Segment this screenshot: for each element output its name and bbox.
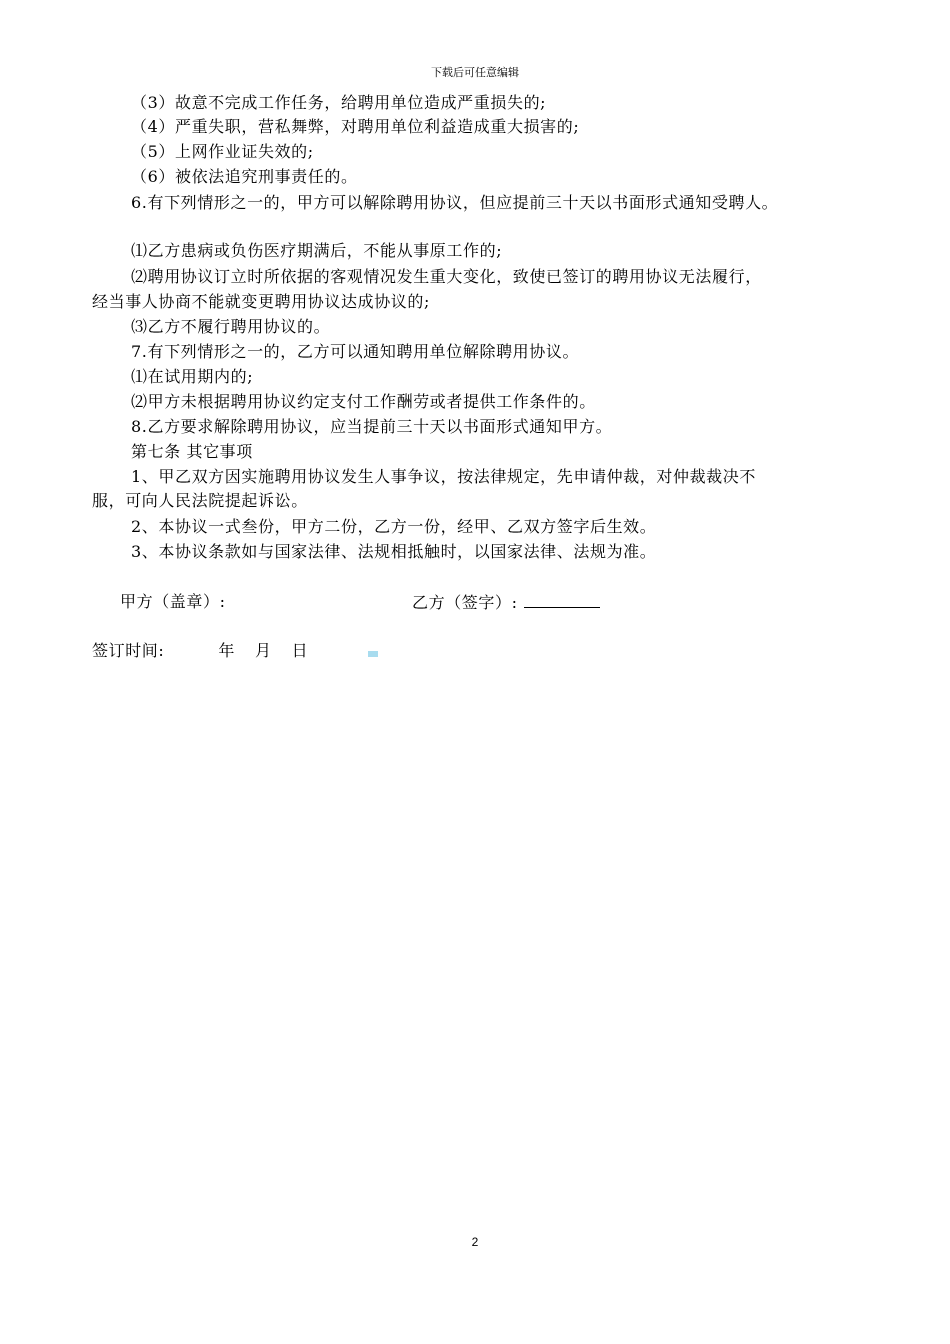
- month-unit: 月: [255, 641, 272, 660]
- clause-line: ⑵聘用协议订立时所依据的客观情况发生重大变化，致使已签订的聘用协议无法履行，: [131, 267, 762, 286]
- clause-line: （5）上网作业证失效的;: [131, 142, 314, 161]
- clause-line: ⑶乙方不履行聘用协议的。: [131, 317, 331, 336]
- clause-line: ⑵甲方未根据聘用协议约定支付工作酬劳或者提供工作条件的。: [131, 392, 596, 411]
- signing-date-label: 签订时间:: [92, 641, 165, 660]
- clause-line: 6.有下列情形之一的，甲方可以解除聘用协议，但应提前三十天以书面形式通知受聘人。: [131, 193, 779, 212]
- clause-line: ⑴乙方患病或负伤医疗期满后，不能从事原工作的;: [131, 241, 503, 260]
- party-b-signature: [412, 591, 600, 614]
- clause-line: （4）严重失职，营私舞弊，对聘用单位利益造成重大损害的;: [131, 117, 580, 136]
- clause-line: 服，可向人民法院提起诉讼。: [92, 491, 308, 510]
- clause-line: 7.有下列情形之一的，乙方可以通知聘用单位解除聘用协议。: [131, 342, 580, 361]
- day-unit: 日: [291, 641, 309, 660]
- header-note: 下载后可任意编辑: [431, 66, 519, 79]
- highlight-mark: [368, 651, 378, 657]
- signature-line: [524, 591, 600, 608]
- clause-line: （6）被依法追究刑事责任的。: [131, 167, 358, 186]
- party-b-signature-label: 乙方（签字）:: [412, 593, 518, 612]
- clause-line: 3、本协议条款如与国家法律、法规相抵触时，以国家法律、法规为准。: [131, 542, 657, 561]
- clause-line: ⑴在试用期内的;: [131, 367, 254, 386]
- clause-line: 8.乙方要求解除聘用协议，应当提前三十天以书面形式通知甲方。: [131, 417, 613, 436]
- signing-date: [92, 640, 308, 662]
- clause-line: （3）故意不完成工作任务，给聘用单位造成严重损失的;: [131, 93, 547, 112]
- clause-line: 经当事人协商不能就变更聘用协议达成协议的;: [92, 292, 430, 311]
- page-number: 2: [471, 1235, 479, 1249]
- clause-line: 1、甲乙双方因实施聘用协议发生人事争议，按法律规定，先申请仲裁，对仲裁裁决不: [131, 467, 756, 486]
- party-a-seal-label: 甲方（盖章）:: [120, 592, 226, 611]
- clause-line: 2、本协议一式叁份，甲方二份，乙方一份，经甲、乙双方签字后生效。: [131, 517, 657, 536]
- article-heading: 第七条 其它事项: [131, 442, 253, 461]
- year-unit: 年: [218, 641, 236, 660]
